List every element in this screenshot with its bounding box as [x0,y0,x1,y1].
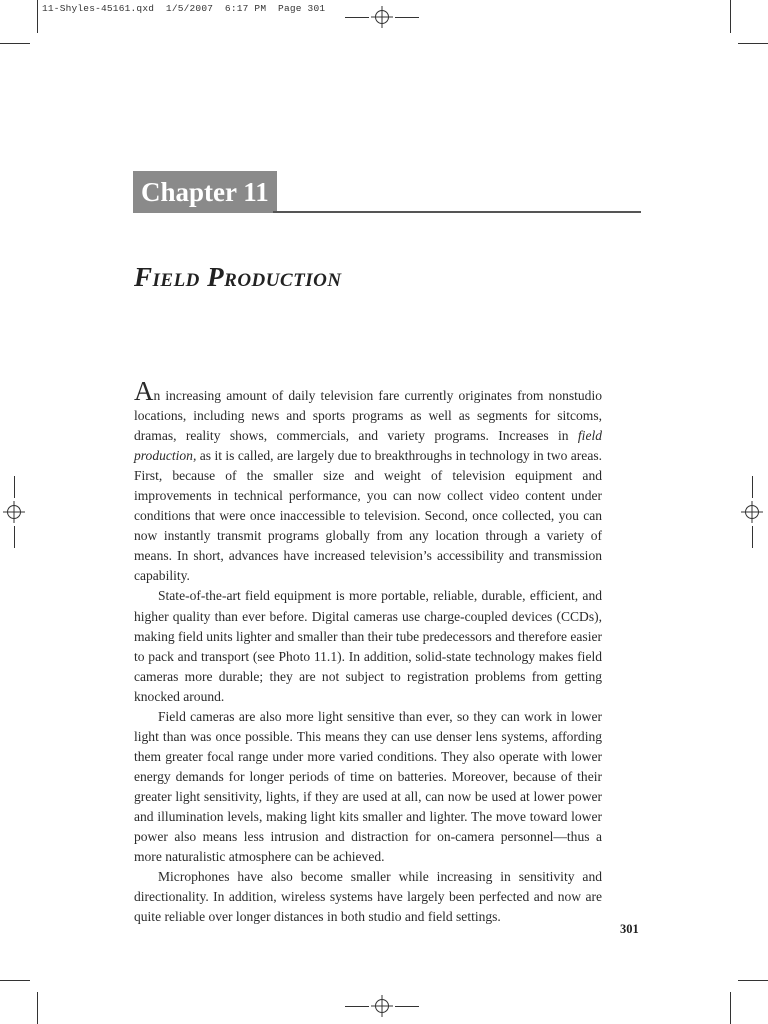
crop-mark-bottom-right-vertical [730,992,731,1024]
crop-mark-top-left-vertical [37,0,38,33]
crop-mark-top-right-horizontal [738,43,768,44]
registration-mark-left-icon [3,501,25,523]
chapter-title: Field Production [134,262,342,292]
registration-mark-right-icon [741,501,763,523]
page-number: 301 [620,922,639,936]
crop-mark-top-right-vertical [730,0,731,33]
chapter-label: Chapter 11 [133,171,277,213]
crop-mark-bottom-left-vertical [37,992,38,1024]
printer-slug: 11-Shyles-45161.qxd 1/5/2007 6:17 PM Page 301 [42,3,326,14]
top-mark-left [345,17,369,18]
crop-mark-top-left-horizontal [0,43,30,44]
crop-mark-bottom-right-horizontal [738,980,768,981]
crop-mark-bottom-left-horizontal [0,980,30,981]
registration-mark-bottom-icon [371,995,393,1017]
paragraph-4: Microphones have also become smaller while increasing in sensitivity and directionality. In addition, wireless systems have largely been perfected and now are quite reliable over longer distances in both studio and field settings. [134,869,602,925]
chapter-rule [273,211,641,213]
side-mark-left-upper [14,476,15,498]
paragraph-1 [134,376,602,586]
bottom-mark-right [395,1006,419,1007]
registration-mark-top-icon [371,6,393,28]
paragraph-1-start: n increasing amount of daily television fare currently originates from nonstudio locations, including news and sports programs as well as segments for sitcoms, dramas, reality shows, commercials, and variety programs. Increases in [134,388,602,444]
paragraph-1-end: as it is called, are largely due to breakthroughs in technology in two areas. First, because of the smaller size and weight of television equipment and improvements in technical performance, you can now collect video content under conditions that were once inaccessible to television. Second, once collected, you can now instantly transmit programs globally from any location through a variety of means. In short, advances have increased television’s accessibility and transmission capability. [134,448,602,584]
paragraph-2: State-of-the-art field equipment is more portable, reliable, durable, efficient, and higher quality than ever before. Digital cameras use charge-coupled devices (CCDs), making field units lighter and smaller than their tube predecessors and therefore easier to pack and transport (see Photo 11.1). In addition, solid-state technology makes field cameras more durable; they are not subject to registration problems from getting knocked around. [134,588,602,704]
side-mark-right-upper [752,476,753,498]
body-text [134,376,602,927]
top-mark-right [395,17,419,18]
paragraph-3: Field cameras are also more light sensitive than ever, so they can work in lower light than was once possible. This means they can use denser lens systems, affording them greater focal range under more varied conditions. They also operate with lower energy demands for longer periods of time on batteries. Moreover, because of their greater light sensitivity, lights, if they are used at all, can now be used at lower power and illumination levels, making light kits smaller and lighter. The move toward lower power also means less intrusion and distraction for on-camera personnel—thus a more naturalistic atmosphere can be achieved. [134,708,602,865]
side-mark-right-lower [752,526,753,548]
field-production-term: field production, [134,428,602,464]
side-mark-left-lower [14,526,15,548]
drop-cap: A [134,376,154,406]
chapter-heading [133,171,641,214]
bottom-mark-left [345,1006,369,1007]
